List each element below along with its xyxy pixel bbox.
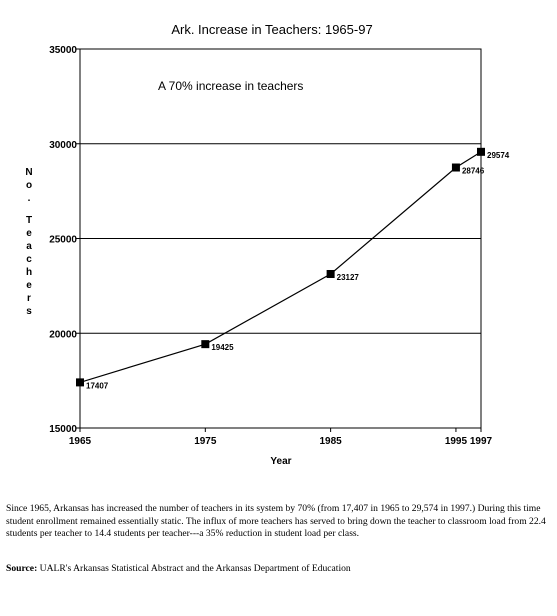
data-point [452,164,460,172]
y-tick-label: 30000 [49,139,77,151]
data-label: 23127 [336,272,359,282]
chart-title: Ark. Increase in Teachers: 1965-97 [171,22,373,37]
data-label: 19425 [211,343,234,353]
y-axis-label-char: N [25,167,33,178]
y-axis-label-char: a [26,241,32,252]
y-tick-label: 20000 [49,329,77,341]
caption-text: Since 1965, Arkansas has increased the number of teachers in its system by 70% (from 17,407 in 1965 to 29,574 in 1997.) During this time student enrollment remained essentially static. The influx of more teachers has served to bring down the teacher to classroom load from 22.4 students per teacher to 14.4 students per teacher---a 35% reduction in student load per class. [6,503,546,539]
x-axis-label: Year [270,456,292,467]
y-axis-label-char: T [25,215,33,226]
series-teachers [76,148,510,391]
data-label: 29574 [487,150,510,160]
x-tick-label: 1975 [194,436,217,447]
data-label: 28746 [461,166,485,176]
data-point [76,378,84,386]
y-axis [49,45,80,435]
chart-annotation: A 70% increase in teachers [158,79,304,93]
y-axis-label-char: e [26,280,32,291]
y-axis-label-char: r [27,293,31,304]
x-tick-label: 1985 [319,436,342,447]
y-axis-label-char: h [25,267,33,278]
data-point [201,340,209,348]
source-line [6,563,351,574]
x-tick-label: 1995 [444,436,468,447]
y-axis-label-char: e [26,228,32,239]
y-tick-label: 25000 [49,234,77,246]
data-point [327,270,335,278]
y-tick-label: 35000 [49,45,77,56]
grid-lines [80,144,481,334]
y-tick-label: 15000 [49,424,77,435]
data-point [477,148,485,156]
x-tick-label: 1965 [68,436,92,447]
source-label: Source: [6,563,38,574]
series-line [80,152,481,383]
caption [6,503,554,541]
y-axis-label-char: . [27,193,31,204]
x-axis [69,428,493,447]
y-axis-label-char: c [26,254,32,265]
y-axis-label-char: s [26,306,32,317]
x-tick-label: 1997 [469,436,493,447]
data-label: 17407 [86,381,109,391]
y-axis-label [25,167,32,317]
source-text: UALR's Arkansas Statistical Abstract and the Arkansas Department of Education [39,563,351,574]
y-axis-label-char: o [25,180,33,191]
